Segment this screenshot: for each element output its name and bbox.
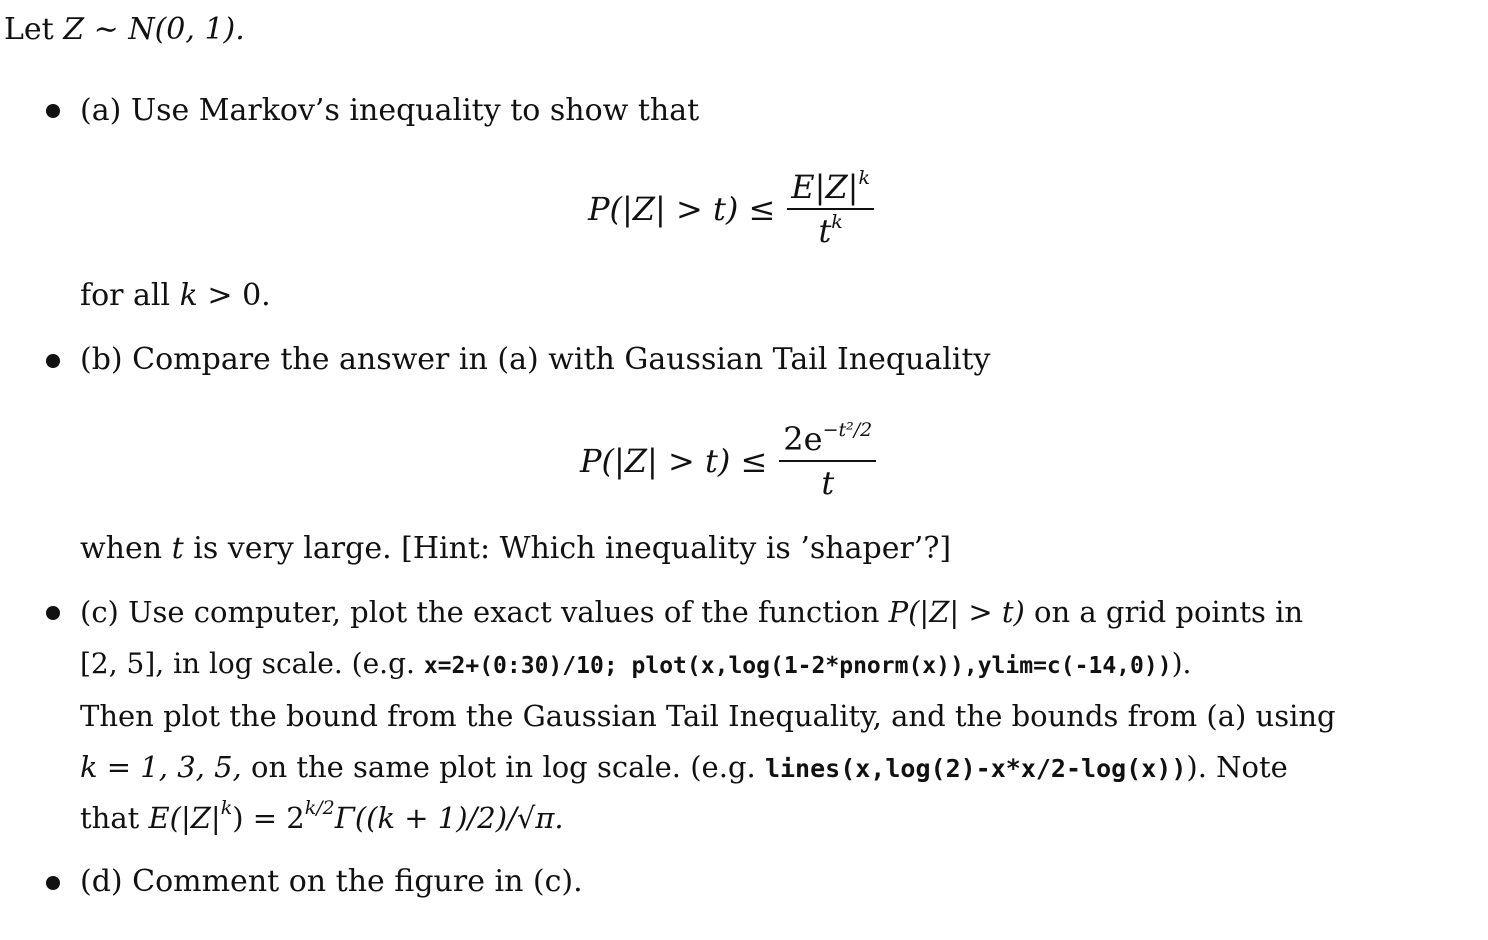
gaussian-tail-inequality [580, 418, 876, 504]
gaussian-lhs: P(|Z| > t) ≤ [580, 442, 768, 480]
bullet-c [46, 606, 60, 620]
intro-math: Z ∼ N(0, 1). [63, 12, 245, 47]
markov-num-exponent: k [858, 167, 870, 189]
part-c-line-4: k = 1, 3, 5, on the same plot in log scale. (e.g. lines(x,log(2)-x*x/2-log(x))). Note [80, 750, 1288, 784]
markov-lhs: P(|Z| > t) ≤ [588, 190, 776, 228]
gaussian-denominator: t [821, 464, 835, 502]
markov-inequality [588, 166, 874, 252]
markov-denominator: $t^k$ [818, 211, 843, 250]
part-c-line-2: [2, 5], in log scale. (e.g. x=2+(0:30)/10; plot(x,log(1-2*pnorm(x)),ylim=c(-14,0))). [80, 647, 1192, 680]
part-b-after: when t is very large. [Hint: Which inequality is ’shaper’?] [80, 531, 952, 566]
code-lines-example: lines(x,log(2)-x*x/2-log(x)) [764, 754, 1187, 783]
intro-prefix: Let [4, 12, 54, 47]
bullet-b [46, 354, 60, 368]
markov-fraction [787, 166, 874, 252]
gaussian-num-exponent: −t²/2 [822, 419, 873, 441]
part-a-lead: (a) Use Markov’s inequality to show that [80, 93, 700, 128]
part-c-line-3: Then plot the bound from the Gaussian Tail Inequality, and the bounds from (a) using [80, 699, 1336, 733]
code-plot-example: x=2+(0:30)/10; plot(x,log(1-2*pnorm(x)),ylim=c(-14,0)) [423, 653, 1172, 679]
bullet-a [46, 104, 60, 118]
part-d-lead: (d) Comment on the figure in (c). [80, 864, 583, 899]
gaussian-numerator: $2e^{-t^2/2}$ [783, 419, 873, 458]
part-c-line-1: (c) Use computer, plot the exact values of the function P(|Z| > t) on a grid points in [80, 595, 1304, 629]
gaussian-fraction [779, 418, 876, 504]
part-a-after: for all k > 0. [80, 278, 271, 313]
part-b-lead: (b) Compare the answer in (a) with Gaussian Tail Inequality [80, 342, 991, 377]
bullet-d [46, 876, 60, 890]
markov-numerator: $E|Z|^k$ [791, 167, 870, 206]
markov-den-exponent: k [831, 211, 843, 233]
intro-line [4, 12, 245, 48]
part-c-line-5: that $E(|Z|^k) = 2^{k/2}\Gamma((k + 1)/2)/√\pi$. [80, 797, 564, 835]
